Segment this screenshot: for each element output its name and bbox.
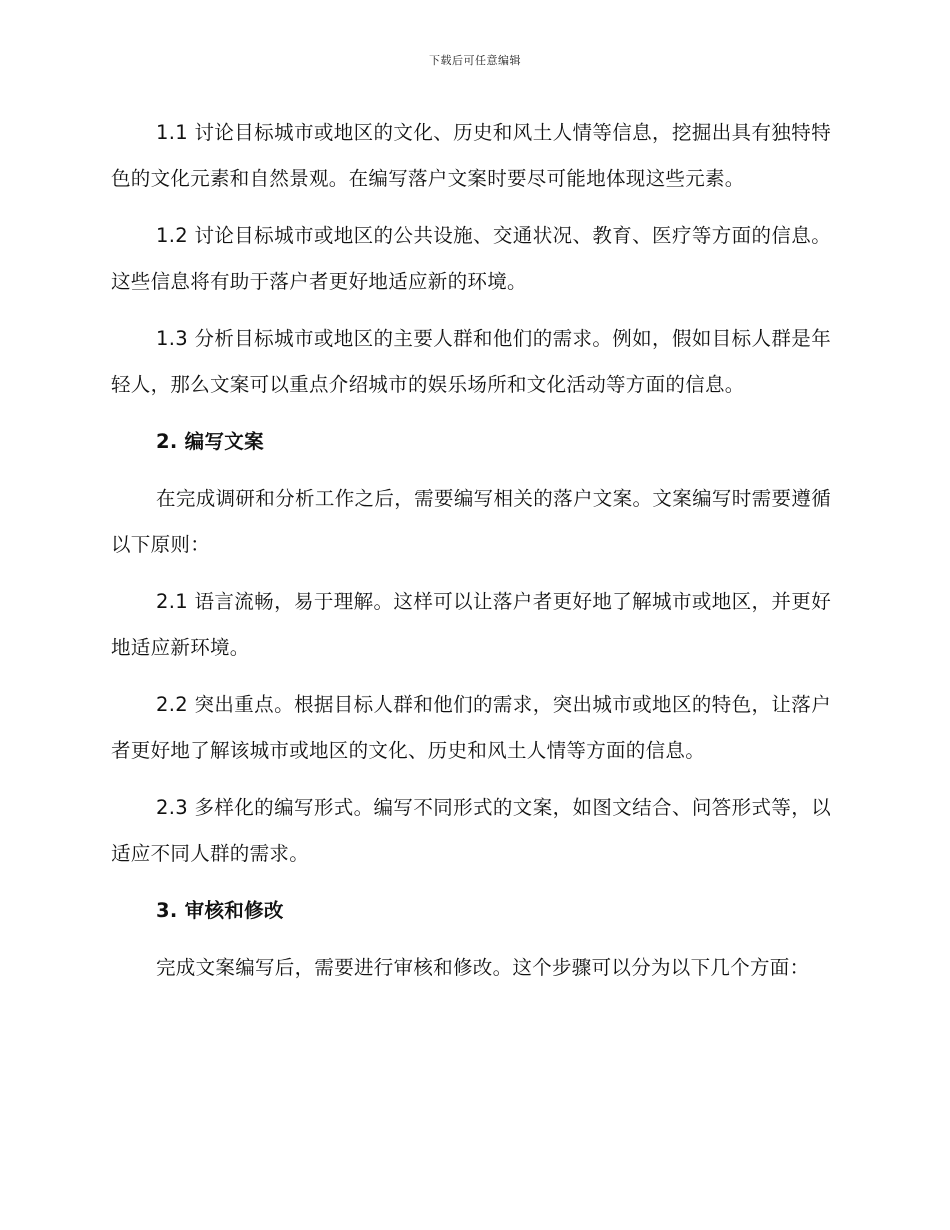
document-body <box>111 110 831 1002</box>
paragraph-2-3: 2.3 多样化的编写形式。编写不同形式的文案，如图文结合、问答形式等，以适应不同人群的需求。 <box>111 796 831 865</box>
paragraph-1-2: 1.2 讨论目标城市或地区的公共设施、交通状况、教育、医疗等方面的信息。这些信息将有助于落户者更好地适应新的环境。 <box>111 224 831 293</box>
paragraph-2-intro: 在完成调研和分析工作之后，需要编写相关的落户文案。文案编写时需要遵循以下原则： <box>111 487 831 556</box>
section-heading-3: 3. 审核和修改 <box>156 899 284 922</box>
paragraph-1-1: 1.1 讨论目标城市或地区的文化、历史和风土人情等信息，挖掘出具有独特特色的文化元素和自然景观。在编写落户文案时要尽可能地体现这些元素。 <box>111 121 831 190</box>
paragraph-3-intro: 完成文案编写后，需要进行审核和修改。这个步骤可以分为以下几个方面： <box>156 956 810 979</box>
paragraph-1-3: 1.3 分析目标城市或地区的主要人群和他们的需求。例如，假如目标人群是年轻人，那么文案可以重点介绍城市的娱乐场所和文化活动等方面的信息。 <box>111 327 831 396</box>
paragraph-2-2: 2.2 突出重点。根据目标人群和他们的需求，突出城市或地区的特色，让落户者更好地了解该城市或地区的文化、历史和风土人情等方面的信息。 <box>111 693 831 762</box>
paragraph-2-1: 2.1 语言流畅，易于理解。这样可以让落户者更好地了解城市或地区，并更好地适应新环境。 <box>111 590 831 659</box>
page-header: 下载后可任意编辑 <box>429 54 521 67</box>
section-heading-2: 2. 编写文案 <box>156 430 264 453</box>
